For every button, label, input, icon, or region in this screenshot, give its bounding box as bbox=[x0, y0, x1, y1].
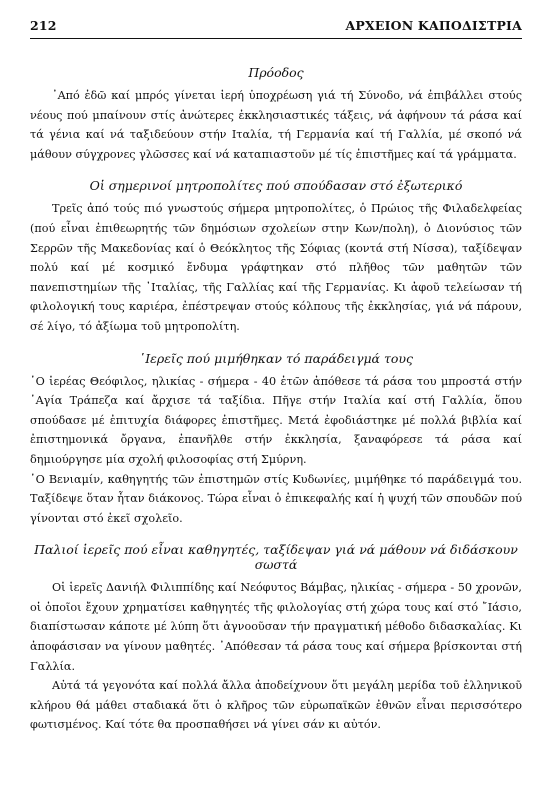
section-paragraph: ᾿Από ἐδῶ καί μπρός γίνεται ἱερή ὑποχρέωση γιά τή Σύνοδο, νά ἐπιβάλλει στούς νέους πού μπαίνουν στίς ἀνώτερες ἐκκλησιαστικές τάξεις, νά ἀφήνουν τά ράσα καί τά γένια καί νά ταξιδεύουν στήν Ιταλία, τή Γερμανία καί τή Γαλλία, μέ σκοπό νά μάθουν σύγχρονες γλῶσσες καί νά καταπιαστοῦν μέ τίς ἐπιστῆμες καί τά γράμματα. bbox=[30, 89, 522, 161]
running-title: ΑΡΧΕΙΟΝ ΚΑΠΟΔΙΣΤΡΙΑ bbox=[345, 18, 522, 33]
section-paragraph: ῾Ο Βενιαμίν, καθηγητής τῶν ἐπιστημῶν στίς Κυδωνίες, μιμήθηκε τό παράδειγμά του. Ταξίδεψε ὅταν ἦταν διάκονος. Τώρα εἶναι ὁ ἐπικεφαλής καί ἡ ψυχή τῶν σπουδῶν πού γίνονται στό ἐκεῖ σχολεῖο. bbox=[30, 472, 522, 525]
section-title-priests-imitated: ῾Ιερεῖς πού μιμήθηκαν τό παράδειγμά τους bbox=[138, 350, 414, 366]
section-paragraph: ῾Ο ἱερέας Θεόφιλος, ηλικίας - σήμερα - 40 ἐτῶν ἀπόθεσε τά ράσα του μπροστά στήν ῾Αγία Τράπεζα καί ἄρχισε τά ταξίδια. Πῆγε στήν Ιταλία καί στή Γαλλία, ὅπου σπούδασε μέ ἐπιτυχία διάφορες ἐπιστῆμες. Μετά ἐφοδιάστηκε μέ πολλά βιβλία καί ἐπιστημονικά ὄργανα, ἐπανῆλθε στήν ἐκκλησία, ξαναφόρεσε τά ράσα καί δημιούργησε μία σχολή φιλοσοφίας στή Σμύρνη. bbox=[30, 374, 522, 466]
page-number: 212 bbox=[30, 18, 57, 33]
running-header bbox=[30, 18, 522, 39]
section-title-metropolitans: Οἱ σημερινοί μητροπολίτες πού σπούδασαν στό ἐξωτερικό bbox=[89, 178, 463, 194]
section-title-old-priests-teachers: Παλιοί ἱερεῖς πού εἶναι καθηγητές, ταξίδεψαν γιά νά μάθουν νά διδάσκουν σωστά bbox=[34, 542, 518, 573]
section-title-progress: Πρόοδος bbox=[248, 65, 304, 80]
section-paragraph: Αὐτά τά γεγονότα καί πολλά ἄλλα ἀποδείχνουν ὅτι μεγάλη μερίδα τοῦ ἑλληνικοῦ κλήρου θά μάθει σταδιακά ὅτι ὁ κλῆρος τῶν εὐρωπαϊκῶν ἐθνῶν εἶναι περισσότερο φωτισμένος. Καί τότε θα προσπαθήσει νά γίνει σάν κι αὐτόν. bbox=[30, 679, 522, 732]
section-paragraph: Τρεῖς ἀπό τούς πιό γνωστούς σήμερα μητροπολίτες, ὁ Πρώιος τῆς Φιλαδελφείας (πού εἶναι ἐπιθεωρητής τῶν δημόσιων σχολείων στην Κων/πολη), ὁ Διονύσιος τῶν Σερρῶν τῆς Μακεδονίας καί ὁ Θεόκλητος τῆς Σόφιας (κοντά στή Νίσσα), ταξίδεψαν πολύ καί μέ κοσμικό ἔνδυμα γράφτηκαν στό πλῆθος τῶν μαθητῶν τῶν πανεπιστημίων τῆς ᾿Ιταλίας, τῆς Γαλλίας καί τῆς Γερμανίας. Κι ἀφοῦ τελείωσαν τή φιλολογική τους καριέρα, ἐπέστρεψαν στούς κόλπους τῆς ἐκκλησίας, γιά νά πάρουν, σέ λίγο, τό ἀξίωμα τοῦ μητροπολίτη. bbox=[30, 202, 522, 333]
section-paragraph: Οἱ ἱερεῖς Δανιήλ Φιλιππίδης καί Νεόφυτος Βάμβας, ηλικίας - σήμερα - 50 χρονῶν, οἱ ὁποῖοι ἔχουν χρηματίσει καθηγητές τῆς φιλολογίας στή χώρα τους καί στό ῎Ιάσιο, διαπίστωσαν κάποτε μέ λύπη ὅτι ἀγνοοῦσαν τήν πραγματική μέθοδο διδασκαλίας. Κι ἀποφάσισαν να γίνουν μαθητές. ᾿Απόθεσαν τά ράσα τους καί σήμερα βρίσκονται στή Γαλλία. bbox=[30, 581, 522, 673]
